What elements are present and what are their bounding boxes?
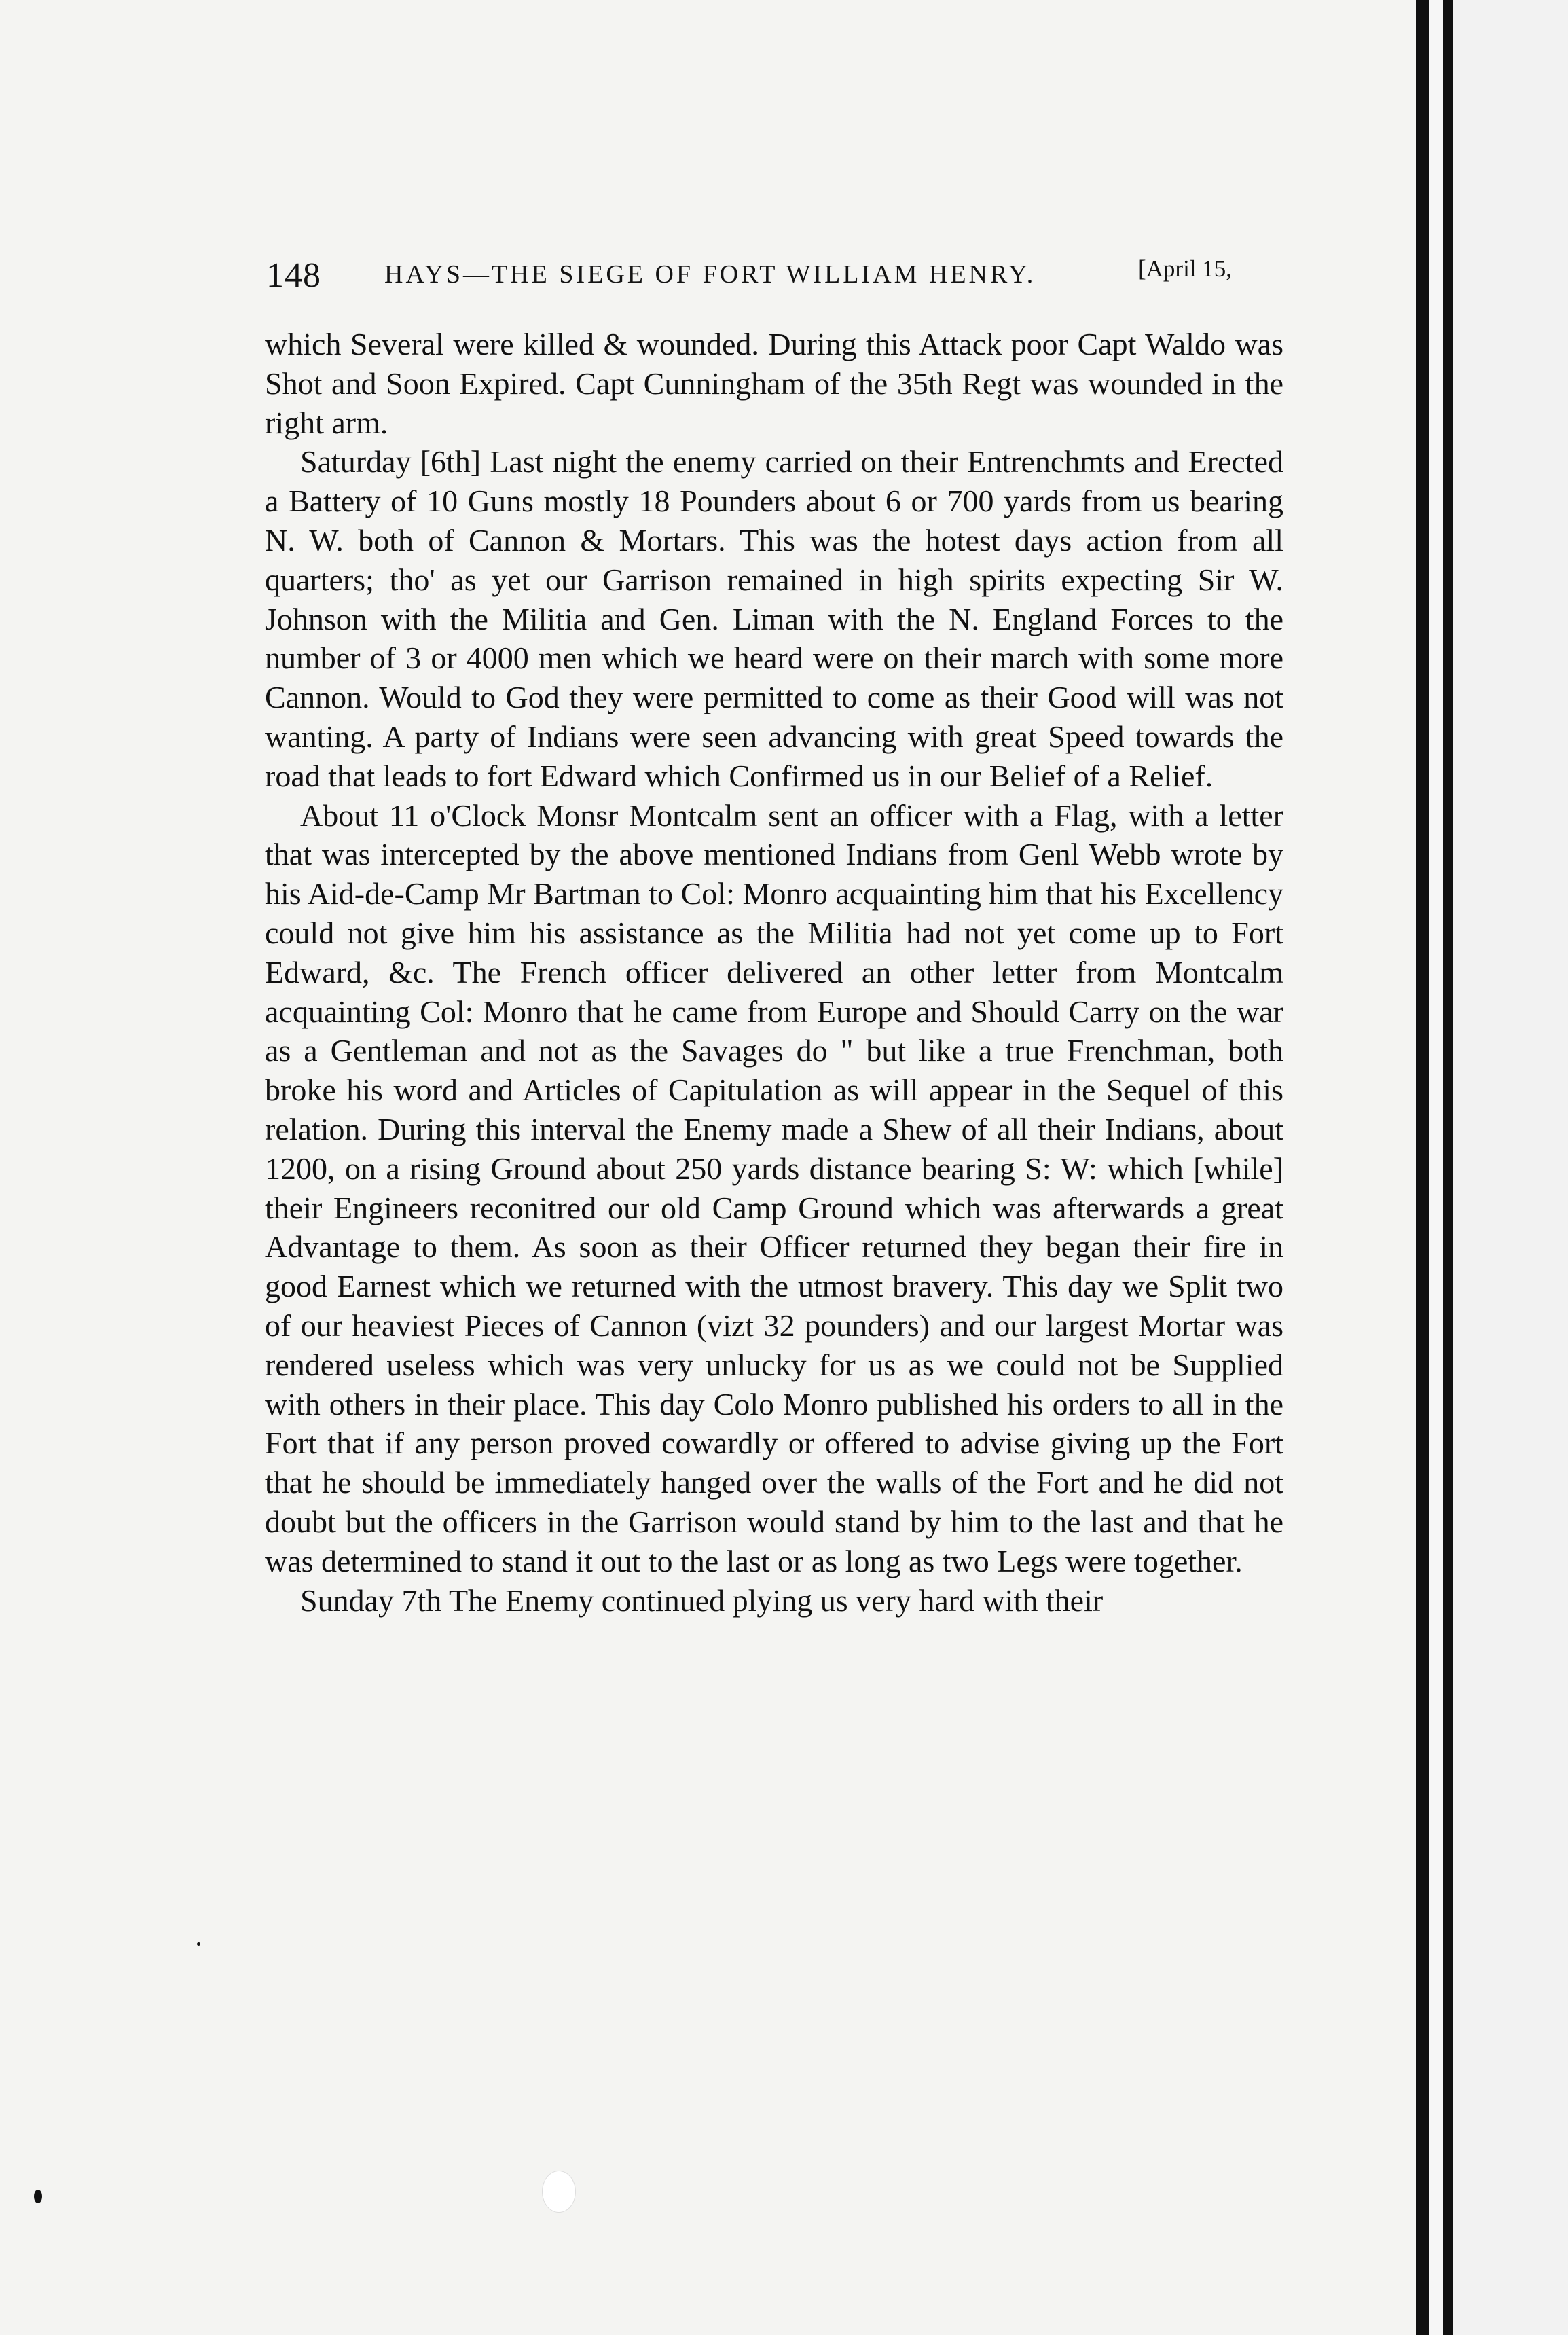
paragraph: Sunday 7th The Enemy continued plying us very hard with their bbox=[300, 1582, 1104, 1618]
running-head-date: [April 15, bbox=[1138, 255, 1233, 282]
running-head-title: HAYS—THE SIEGE OF FORT WILLIAM HENRY. bbox=[384, 260, 1036, 289]
page-body bbox=[265, 325, 1283, 1620]
running-header bbox=[266, 246, 1244, 307]
scan-margin bbox=[1453, 0, 1568, 2335]
scan-blot bbox=[542, 2171, 576, 2213]
page-number: 148 bbox=[266, 256, 321, 295]
page-gutter-line bbox=[1416, 0, 1429, 2335]
paragraph: About 11 o'Clock Monsr Montcalm sent an officer with a Flag, with a letter that was intercepted by the above mentioned Indians from Genl Webb wrote by his Aid-de-Camp Mr Bartman to Col: Monro acquainting him that his Excellency could not give him his assistance as the Militia had not yet come up to Fort Edward, &c. The French officer delivered an other letter from Montcalm acquainting Col: Monro that he came from Europe and Should Carry on the war as a Gentleman and not as the Savages do " but like a true Frenchman, both broke his word and Articles of Capitulation as will appear in the Sequel of this relation. During this interval the Enemy made a Shew of all their Indians, about 1200, on a rising Ground about 250 yards distance bearing S: W: which [while] their Engineers reconitred our old Camp Ground which was afterwards a great Advantage to them. As soon as their Officer returned they began their fire in good Earnest which we returned with the utmost bravery. This day we Split two of our heaviest Pieces of Cannon (vizt 32 pounders) and our largest Mortar was rendered useless which was very unlucky for us as we could not be Supplied with others in their place. This day Colo Monro published his orders to all in the Fort that if any person proved cowardly or offered to advise giving up the Fort that he should be immediately hanged over the walls of the Fort and he did not doubt but the officers in the Garrison would stand by him to the last and that he was determined to stand it out to the last or as long as two Legs were together. bbox=[265, 797, 1283, 1578]
scan-speck bbox=[197, 1942, 200, 1946]
scan-speck bbox=[34, 2190, 42, 2203]
paragraph: Saturday [6th] Last night the enemy carried on their Entrenchmts and Erected a Battery of 10 Guns mostly 18 Pounders about 6 or 700 yards from us bearing N. W. both of Cannon & Mortars. This was the hotest days action from all quarters; tho' as yet our Garrison remained in high spirits expecting Sir W. Johnson with the Militia and Gen. Liman with the N. England Forces to the number of 3 or 4000 men which we heard were on their march with some more Cannon. Would to God they were permitted to come as their Good will was not wanting. A party of Indians were seen advancing with great Speed towards the road that leads to fort Edward which Confirmed us in our Belief of a Relief. bbox=[265, 444, 1283, 793]
paragraph: which Several were killed & wounded. During this Attack poor Capt Waldo was Shot and Soon Expired. Capt Cunningham of the 35th Regt was wounded in the right arm. bbox=[265, 327, 1283, 440]
page-edge-shadow bbox=[1443, 0, 1453, 2335]
adjacent-page-strip bbox=[1429, 0, 1443, 2335]
